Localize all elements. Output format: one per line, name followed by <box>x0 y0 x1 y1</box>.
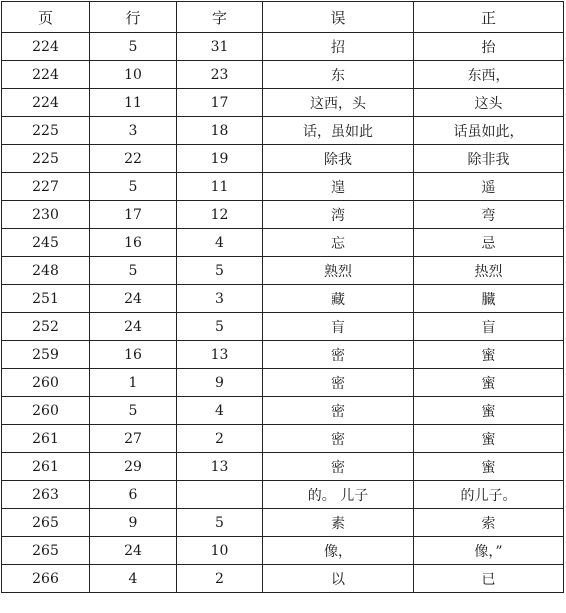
cell-line: 1 <box>90 369 177 397</box>
table-row <box>2 173 564 201</box>
cell-line: 17 <box>90 201 177 229</box>
cell-correct: 已 <box>414 565 564 593</box>
cell-line: 24 <box>90 313 177 341</box>
cell-page: 245 <box>2 229 90 257</box>
cell-char: 5 <box>177 313 263 341</box>
header-char: 字 <box>177 2 263 33</box>
cell-line: 16 <box>90 229 177 257</box>
cell-wrong: 以 <box>263 565 414 593</box>
header-wrong: 误 <box>263 2 414 33</box>
cell-line: 4 <box>90 565 177 593</box>
header-page: 页 <box>2 2 90 33</box>
cell-line: 29 <box>90 453 177 481</box>
cell-char: 5 <box>177 257 263 285</box>
cell-wrong: 藏 <box>263 285 414 313</box>
cell-page: 251 <box>2 285 90 313</box>
cell-wrong: 的。 儿子 <box>263 481 414 509</box>
cell-page: 227 <box>2 173 90 201</box>
cell-page: 248 <box>2 257 90 285</box>
cell-correct: 索 <box>414 509 564 537</box>
cell-wrong: 密 <box>263 397 414 425</box>
cell-wrong: 密 <box>263 453 414 481</box>
cell-line: 3 <box>90 117 177 145</box>
errata-body <box>2 33 564 593</box>
cell-line: 11 <box>90 89 177 117</box>
cell-correct: 遥 <box>414 173 564 201</box>
cell-char: 31 <box>177 33 263 61</box>
header-row <box>2 2 564 33</box>
cell-page: 259 <box>2 341 90 369</box>
cell-wrong: 话，虽如此 <box>263 117 414 145</box>
cell-wrong: 熟烈 <box>263 257 414 285</box>
cell-char: 4 <box>177 397 263 425</box>
cell-page: 266 <box>2 565 90 593</box>
cell-correct: 蜜 <box>414 369 564 397</box>
cell-correct: 抬 <box>414 33 564 61</box>
cell-correct: 东西， <box>414 61 564 89</box>
cell-correct: 蜜 <box>414 453 564 481</box>
cell-char: 4 <box>177 229 263 257</box>
cell-char: 17 <box>177 89 263 117</box>
table-row <box>2 425 564 453</box>
cell-page: 225 <box>2 145 90 173</box>
table-row <box>2 33 564 61</box>
cell-page: 265 <box>2 537 90 565</box>
cell-wrong: 湾 <box>263 201 414 229</box>
errata-table-container <box>1 1 564 593</box>
cell-page: 263 <box>2 481 90 509</box>
cell-char: 3 <box>177 285 263 313</box>
table-row <box>2 229 564 257</box>
cell-line: 9 <box>90 509 177 537</box>
header-correct: 正 <box>414 2 564 33</box>
cell-line: 22 <box>90 145 177 173</box>
cell-page: 265 <box>2 509 90 537</box>
cell-page: 224 <box>2 89 90 117</box>
cell-line: 6 <box>90 481 177 509</box>
cell-wrong: 密 <box>263 369 414 397</box>
cell-wrong: 招 <box>263 33 414 61</box>
cell-correct: 话虽如此， <box>414 117 564 145</box>
table-row <box>2 285 564 313</box>
table-row <box>2 61 564 89</box>
cell-wrong: 素 <box>263 509 414 537</box>
table-row <box>2 89 564 117</box>
cell-char: 5 <box>177 509 263 537</box>
table-row <box>2 369 564 397</box>
cell-page: 260 <box>2 397 90 425</box>
cell-wrong: 东 <box>263 61 414 89</box>
cell-char: 13 <box>177 453 263 481</box>
table-row <box>2 145 564 173</box>
cell-page: 224 <box>2 33 90 61</box>
cell-line: 24 <box>90 285 177 313</box>
table-row <box>2 257 564 285</box>
cell-correct: 蜜 <box>414 341 564 369</box>
cell-char: 13 <box>177 341 263 369</box>
table-row <box>2 565 564 593</box>
header-line: 行 <box>90 2 177 33</box>
cell-line: 5 <box>90 173 177 201</box>
cell-char: 12 <box>177 201 263 229</box>
cell-line: 27 <box>90 425 177 453</box>
cell-wrong: 遑 <box>263 173 414 201</box>
cell-wrong: 密 <box>263 341 414 369</box>
errata-table <box>1 1 564 593</box>
table-row <box>2 341 564 369</box>
cell-correct: 臓 <box>414 285 564 313</box>
cell-char: 10 <box>177 537 263 565</box>
cell-char <box>177 481 263 509</box>
table-row <box>2 397 564 425</box>
cell-char: 9 <box>177 369 263 397</box>
cell-wrong: 密 <box>263 425 414 453</box>
cell-page: 261 <box>2 453 90 481</box>
cell-correct: 蜜 <box>414 397 564 425</box>
cell-char: 18 <box>177 117 263 145</box>
cell-char: 19 <box>177 145 263 173</box>
table-row <box>2 313 564 341</box>
errata-header <box>2 2 564 33</box>
table-row <box>2 509 564 537</box>
cell-correct: 像，” <box>414 537 564 565</box>
table-row <box>2 481 564 509</box>
cell-wrong: 除我 <box>263 145 414 173</box>
cell-page: 224 <box>2 61 90 89</box>
cell-line: 24 <box>90 537 177 565</box>
cell-page: 230 <box>2 201 90 229</box>
cell-line: 5 <box>90 33 177 61</box>
cell-correct: 盲 <box>414 313 564 341</box>
table-row <box>2 537 564 565</box>
cell-char: 11 <box>177 173 263 201</box>
table-row <box>2 453 564 481</box>
cell-wrong: 忘 <box>263 229 414 257</box>
cell-page: 225 <box>2 117 90 145</box>
cell-page: 260 <box>2 369 90 397</box>
cell-char: 2 <box>177 565 263 593</box>
cell-wrong: 这西，头 <box>263 89 414 117</box>
cell-char: 23 <box>177 61 263 89</box>
cell-page: 252 <box>2 313 90 341</box>
cell-correct: 蜜 <box>414 425 564 453</box>
cell-line: 5 <box>90 397 177 425</box>
cell-line: 5 <box>90 257 177 285</box>
cell-wrong: 肓 <box>263 313 414 341</box>
table-row <box>2 117 564 145</box>
cell-page: 261 <box>2 425 90 453</box>
cell-line: 10 <box>90 61 177 89</box>
cell-correct: 热烈 <box>414 257 564 285</box>
cell-correct: 这头 <box>414 89 564 117</box>
cell-correct: 忌 <box>414 229 564 257</box>
cell-correct: 弯 <box>414 201 564 229</box>
table-row <box>2 201 564 229</box>
cell-line: 16 <box>90 341 177 369</box>
cell-correct: 除非我 <box>414 145 564 173</box>
cell-char: 2 <box>177 425 263 453</box>
cell-wrong: 像， <box>263 537 414 565</box>
cell-correct: 的儿子。 <box>414 481 564 509</box>
